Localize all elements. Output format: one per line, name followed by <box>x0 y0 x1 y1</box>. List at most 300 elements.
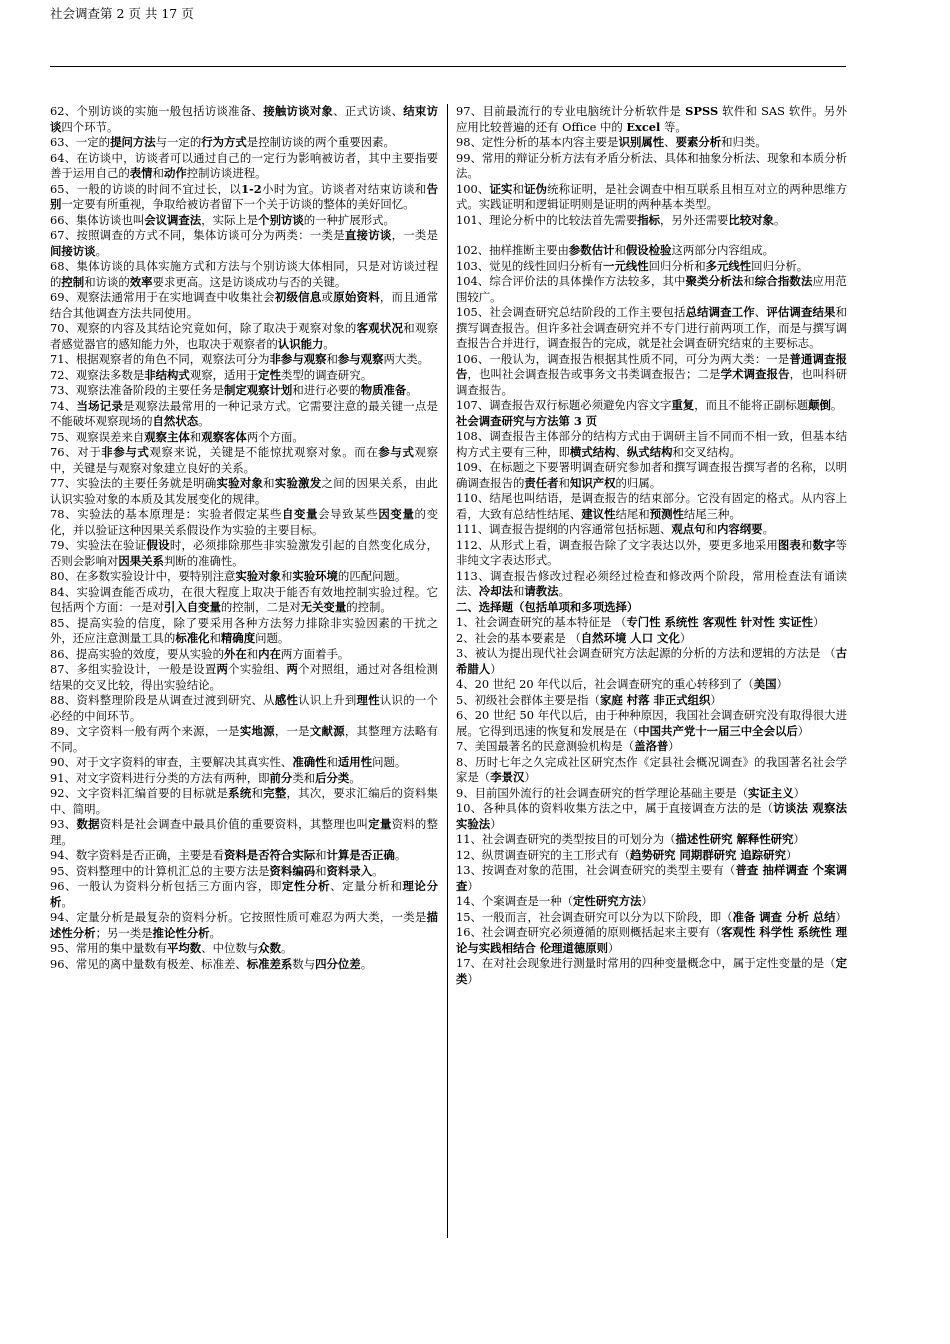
bold-answer: 个别访谈 <box>258 212 304 227</box>
list-item <box>456 755 847 786</box>
bold-answer: 观察主体 <box>144 429 190 444</box>
item-text: 。 <box>280 941 293 955</box>
item-text: 。 <box>198 414 210 428</box>
item-text: 等。 <box>660 119 687 134</box>
item-text: 87、多组实验设计，一般是设置 <box>50 662 217 676</box>
bold-answer: 物质准备 <box>360 383 407 397</box>
list-item <box>50 321 438 352</box>
list-item <box>50 786 438 817</box>
bold-answer: 非参与式 <box>101 445 150 459</box>
item-text: 或 <box>321 290 334 304</box>
item-text: 时，必须排除那些非实验激发引起的自然变化成分，否则会影响对 <box>50 538 438 568</box>
bold-answer: 观点句 <box>671 522 706 536</box>
bold-answer: 会议调查法 <box>144 212 202 227</box>
bold-answer: 指标 <box>637 212 661 227</box>
bold-answer: 总结调查工作 <box>685 305 755 319</box>
list-item <box>50 430 438 446</box>
left-column <box>50 104 438 972</box>
bold-answer: 参与式 <box>378 445 415 459</box>
bold-answer: 原始资料 <box>333 290 380 304</box>
item-text: 68、集体访谈的具体实施方式和方法与个别访谈大体相同，只是对访谈过程的 <box>50 259 438 289</box>
list-item <box>50 662 438 693</box>
list-item <box>456 863 847 894</box>
item-text: 统称证明，是社会调查中相互联系且相互对立的两种思维方式。实践证明和逻辑证明则是证明的两种基本类型。 <box>456 181 847 211</box>
bold-answer: 两 <box>286 662 299 676</box>
item-text: ，另外还需要 <box>660 212 729 227</box>
list-item <box>50 476 438 507</box>
bold-answer: 普查 抽样调查 个案调查 <box>456 863 848 893</box>
item-text: 的一种扩展形式。 <box>303 212 395 227</box>
item-text: 6、20 世纪 50 年代以后，由于种种原因，我国社会调查研究没有取得很大进展。它得到迅速的恢复和发展是在（ <box>456 708 847 738</box>
item-text: 和 <box>326 352 338 366</box>
list-item <box>50 941 438 957</box>
bold-answer: 证伪 <box>524 181 548 196</box>
item-text: 个实验组、 <box>228 662 287 676</box>
bold-answer: 定性研究方法 <box>573 894 642 908</box>
item-text: 观察中，关键是与观察对象建立良好的关系。 <box>50 445 438 475</box>
item-text: 、正式访谈、 <box>333 104 404 118</box>
item-text: ） <box>776 677 788 691</box>
item-text: 的归属。 <box>615 475 662 490</box>
bold-answer: 标准差系 <box>246 956 293 971</box>
bold-answer: 资料编码 <box>269 863 316 878</box>
bold-answer: 实验对象 <box>235 569 281 583</box>
item-text: 97、目前最流行的专业电脑统计分析软件是 <box>456 104 686 118</box>
item-text: 。 <box>830 398 843 412</box>
list-item <box>50 445 438 476</box>
item-text: 15、一般而言，社会调查研究可以分为以下阶段，即（ <box>456 909 733 924</box>
item-text: 73、观察法准备阶段的主要任务是 <box>50 383 224 397</box>
bold-answer: 效率 <box>129 274 153 289</box>
bold-answer: 引入自变量 <box>163 600 221 614</box>
list-item <box>50 259 438 290</box>
bold-answer: 颠倒 <box>808 398 831 412</box>
item-text: ） <box>467 971 479 986</box>
item-text: 95、资料整理中的计算机汇总的主要方法是 <box>50 863 270 878</box>
list-item <box>50 290 438 321</box>
bold-answer: 一元线性 <box>603 258 649 273</box>
item-text: 17、在对社会现象进行测量时常用的四种变量概念中，属于定性变量的是（ <box>456 956 836 970</box>
list-item <box>456 894 847 910</box>
item-text: 是观察法最常用的一种记录方式。它需要注意的最关键一点是不能破坏观察现场的 <box>50 398 438 428</box>
list-item <box>456 522 847 538</box>
item-text: 96、常见的离中量数有极差、标准差、 <box>50 956 247 971</box>
item-text: 之间的因果关系，由此认识实验对象的本质及其发展变化的规律。 <box>50 476 438 506</box>
bold-answer: 因变量 <box>378 507 415 521</box>
bold-answer: 描述性研究 解释性研究 <box>675 832 794 846</box>
item-text: 的控制。 <box>346 600 392 614</box>
item-text: 110、结尾也叫结语，是调查报告的结束部分。它没有固定的格式。从内容上看，大致有总结性结尾、 <box>456 491 847 521</box>
list-item <box>50 368 438 384</box>
item-text: 控制访谈进程。 <box>186 166 267 180</box>
item-text: 和 <box>209 631 221 645</box>
item-text: 四个环节。 <box>61 119 119 134</box>
item-text: 类型的调查研究。 <box>280 367 373 382</box>
item-text: 101、理论分析中的比较法首先需要 <box>456 212 638 227</box>
item-text: 和 <box>326 755 338 769</box>
list-item <box>456 429 847 460</box>
item-text: 65、一般的访谈的时间不宜过长，以 <box>50 181 242 196</box>
item-text: ） <box>835 909 847 924</box>
list-item <box>50 104 438 135</box>
item-text: 和 <box>189 429 202 444</box>
bold-answer: 二、选择题（包括单项和多项选择） <box>456 599 639 614</box>
bold-answer: 计算是否正确 <box>326 848 395 862</box>
bold-answer: 内在 <box>258 646 281 661</box>
item-text: ，也叫科研调查报告。 <box>456 367 847 397</box>
item-text: 结尾和 <box>615 506 650 521</box>
bold-answer: 精确度 <box>220 631 256 645</box>
bold-answer: 古希腊人 <box>456 646 847 676</box>
list-item <box>50 647 438 663</box>
item-text: 99、常用的辩证分析方法有矛盾分析法、具体和抽象分析法、现象和本质分析法。 <box>456 150 847 180</box>
item-text: 问题。 <box>255 631 290 645</box>
bold-answer: 前分 <box>269 770 293 785</box>
bold-answer: 自然状态 <box>152 414 199 428</box>
bold-answer: 外在 <box>223 646 247 661</box>
bold-answer: 告别 <box>50 181 438 211</box>
item-text: ） <box>608 940 620 955</box>
list-item <box>50 771 438 787</box>
item-text: 问题。 <box>372 755 407 769</box>
list-item <box>456 305 847 352</box>
item-text: 96、一般认为资料分析包括三方面内容，即 <box>50 879 282 893</box>
item-text: 。 <box>558 584 570 598</box>
bold-answer: 访谈法 观察法 实验法 <box>456 801 848 831</box>
item-text: 回归分析和 <box>648 258 706 273</box>
item-text: ，其次，要求汇编后的资料集中、简明。 <box>50 786 438 816</box>
bold-answer: 理性 <box>356 693 380 707</box>
item-text: 92、文字资料汇编首要的目标就是 <box>50 786 229 800</box>
list-item <box>456 646 847 677</box>
item-text: 和 <box>280 569 293 583</box>
item-text: 和 <box>705 522 717 536</box>
bold-answer: 多元线性 <box>705 258 752 273</box>
list-item <box>456 569 847 600</box>
bold-answer: 客观性 科学性 系统性 理论与实践相结合 伦理道德原则 <box>456 925 847 955</box>
item-text: 和 <box>315 863 327 878</box>
item-text: 13、按调查对象的范围，社会调查研究的类型主要有（ <box>456 863 736 877</box>
item-text: 应用范围较广。 <box>456 274 847 304</box>
item-text: 102、抽样推断主要由 <box>456 243 569 257</box>
item-text: 111、调查报告提纲的内容通常包括标题、 <box>456 522 672 536</box>
bold-answer: 资料是否符合实际 <box>223 848 316 862</box>
bold-answer: 中国共产党十一届三中全会以后 <box>638 723 798 738</box>
item-text: 76、对于 <box>50 445 102 459</box>
item-text: 和 <box>558 475 570 490</box>
item-text: ） <box>641 894 653 908</box>
item-text: ） <box>467 878 479 893</box>
item-text: 是控制访谈的两个重要因素。 <box>246 135 395 149</box>
item-text: 107、调查报告双行标题必须避免内容文字 <box>456 398 672 412</box>
item-text: ，实际上是 <box>201 212 259 227</box>
item-text: 2、社会的基本要素是 （ <box>456 630 581 645</box>
list-item <box>50 755 438 771</box>
item-text: 70、观察的内容及其结论究竟如何，除了取决于观察对象的 <box>50 321 357 335</box>
item-text: 认识的一个必经的中间环节。 <box>50 693 438 723</box>
item-text: 两大类。 <box>383 352 430 366</box>
bold-answer: 理论分析 <box>50 879 438 909</box>
bold-answer: 比较对象 <box>728 212 774 227</box>
item-text: 和 <box>315 848 327 862</box>
bold-answer: 后分类 <box>315 770 350 785</box>
item-text: 观察来说，关键是不能惊扰观察对象。而在 <box>149 445 379 459</box>
item-text: 。 <box>406 383 418 397</box>
list-item <box>456 677 847 693</box>
list-item <box>50 135 438 151</box>
item-text: 和进行必要的 <box>292 383 361 397</box>
bold-answer: 重复 <box>671 398 695 412</box>
item-text: 一定要有所重视，争取给被访者留下一个关于访谈的整体的美好回忆。 <box>61 197 415 211</box>
bold-answer: 假设检验 <box>625 243 672 257</box>
item-text: 。 <box>394 848 407 862</box>
item-text: 86、提高实验的效度，要从实验的 <box>50 646 224 661</box>
item-text: 软件和 SAS 软件。另外应用比较普遍的还有 Office 中的 <box>456 104 847 134</box>
item-text: 的匹配问题。 <box>337 569 407 583</box>
item-text: 104、综合评价法的具体操作方法较多，其中 <box>456 274 686 288</box>
item-text: 。 <box>209 925 221 940</box>
bold-answer: 实验激发 <box>274 476 322 490</box>
bold-answer: 非结构式 <box>144 367 190 382</box>
item-text: 回归分析。 <box>751 258 809 273</box>
item-text: 12、纵贯调查研究的主工形式有（ <box>456 847 630 862</box>
bold-answer: 结束访谈 <box>50 104 438 134</box>
item-text: 67、按照调查的方式不同，集体访谈可分为两类：一类是 <box>50 228 345 242</box>
item-text: 、 <box>754 305 767 319</box>
bold-answer: 冷却法 <box>478 584 513 598</box>
bold-answer: 平均数 <box>167 941 202 955</box>
item-text: 小时为宜。访谈者对结束访谈和 <box>261 181 427 196</box>
bold-answer: 定性 <box>258 367 281 382</box>
bold-answer: 众数 <box>258 941 281 955</box>
bold-answer: 接触访谈对象 <box>263 104 334 118</box>
item-text: 。 <box>323 336 335 351</box>
list-item <box>456 151 847 182</box>
list-item <box>50 910 438 941</box>
list-item <box>456 801 847 832</box>
item-text: 个对照组，通过对各组检测结果的交叉比较，得出实验结论。 <box>50 662 438 692</box>
list-item <box>50 585 438 616</box>
bold-answer: 四分位差 <box>315 956 361 971</box>
item-text: 的控制，二是对 <box>220 600 301 614</box>
bold-answer: 横式结构 <box>569 444 616 459</box>
bold-answer: 提问方法 <box>110 135 156 149</box>
item-text: ，也叫社会调查报告或事务文书类调查报告；二是 <box>467 367 721 381</box>
bold-answer: 定类 <box>456 956 847 986</box>
item-text: 62、个别访谈的实施一般包括访谈准备、 <box>50 104 264 118</box>
item-text: 、 <box>664 135 676 149</box>
list-item <box>456 274 847 305</box>
bold-answer: 社会调查研究与方法第 3 页 <box>456 413 598 428</box>
bold-answer: 非参与观察 <box>269 352 327 366</box>
bold-answer: 综合指数法 <box>754 274 813 288</box>
bold-answer: 要素分析 <box>675 135 722 149</box>
bold-answer: 内容纲要 <box>716 522 763 536</box>
list-item <box>50 879 438 910</box>
bold-answer: 责任者 <box>524 475 559 490</box>
item-text: 。 <box>762 522 774 536</box>
bold-answer: 准备 调查 分析 总结 <box>732 909 836 924</box>
right-column <box>456 104 847 987</box>
item-text: 资料的整理。 <box>50 817 438 847</box>
item-text: 88、资料整理阶段是从调查过渡到研究、从 <box>50 693 275 707</box>
item-text: 两方面着手。 <box>280 646 350 661</box>
item-text: 95、常用的集中量数有 <box>50 941 168 955</box>
bold-answer: 观察客体 <box>201 429 247 444</box>
bold-answer: 初级信息 <box>274 290 322 304</box>
item-text: 14、个案调查是一种（ <box>456 894 574 908</box>
bold-answer: 假设 <box>146 538 170 552</box>
item-text: 8、历时七年之久完成社区研究杰作《定县社会概况调查》的我国著名社会学家是（ <box>456 754 847 784</box>
list-item <box>456 848 847 864</box>
list-item <box>50 507 438 538</box>
list-item <box>456 708 847 739</box>
list-item <box>456 460 847 491</box>
item-text: 112、从形式上看，调查报告除了文字表达以外，要更多地采用 <box>456 537 778 552</box>
item-text: 。 <box>360 956 373 971</box>
item-text: 93、 <box>50 817 77 831</box>
bold-answer: 证实 <box>489 181 513 196</box>
item-text: ，一类是 <box>391 228 438 242</box>
item-text: 判断的准确性。 <box>163 553 244 568</box>
bold-answer: 实验对象 <box>216 476 264 490</box>
bold-answer: 识别属性 <box>618 135 665 149</box>
item-text: 。 <box>61 894 73 909</box>
item-text: 和 <box>246 646 259 661</box>
list-item <box>50 864 438 880</box>
item-text: ） <box>490 661 502 676</box>
bold-answer: 参与观察 <box>337 352 384 366</box>
bold-answer: 参数估计 <box>568 243 615 257</box>
bold-answer: 定量 <box>368 817 392 831</box>
bold-answer: 系统 <box>228 786 252 800</box>
list-item <box>456 739 847 755</box>
bold-answer: 客观状况 <box>356 321 404 335</box>
header-rule <box>50 66 846 67</box>
bold-answer: 定性分析 <box>282 879 331 893</box>
list-item <box>456 259 847 275</box>
item-text: 要求更高。这是访谈成功与否的关键。 <box>152 274 347 289</box>
item-text: 66、集体访谈也叫 <box>50 212 145 227</box>
bold-answer: 标准化 <box>175 631 210 645</box>
item-text: 、 <box>615 444 627 459</box>
item-text: 类和 <box>292 770 316 785</box>
bold-answer: 描述性分析 <box>50 910 438 940</box>
bold-answer: 自然环境 人口 文化 <box>580 630 680 645</box>
item-text: 63、一定的 <box>50 135 111 149</box>
item-text: 会导致某些 <box>318 507 379 521</box>
bold-answer: 完整 <box>263 786 287 800</box>
item-text: ，而且通常结合其他调查方法共同使用。 <box>50 290 438 320</box>
item-text: ） <box>813 615 825 629</box>
list-item <box>50 616 438 647</box>
bold-answer: SPSS <box>685 104 719 118</box>
bold-answer: 行为方式 <box>201 135 247 149</box>
item-text: 5、初级社会群体主要是指（ <box>456 692 600 707</box>
item-text: 91、对文字资料进行分类的方法有两种，即 <box>50 770 270 785</box>
bold-answer: 请教法 <box>524 584 559 598</box>
item-text: 85、提高实验的信度，除了要采用各种方法努力排除非实验因素的干扰之外，还应注意测量工具的 <box>50 615 438 645</box>
bold-answer: 两 <box>216 662 229 676</box>
item-text: 。 <box>95 243 107 258</box>
list-item <box>50 182 438 213</box>
list-item <box>456 243 847 259</box>
list-item <box>456 538 847 569</box>
item-text: 和 <box>263 476 275 490</box>
item-text: 这两部分内容组成。 <box>671 243 774 257</box>
bold-answer: 感性 <box>274 693 299 707</box>
list-item <box>456 182 847 213</box>
item-text: 74、 <box>50 398 77 413</box>
item-text: 72、观察法多数是 <box>50 367 145 382</box>
bold-answer: 当场记录 <box>76 398 124 413</box>
bold-answer: 普通调查报告 <box>456 351 847 381</box>
list-item <box>456 491 847 522</box>
item-text: ） <box>793 832 805 846</box>
item-text: ；另一类是 <box>95 925 153 940</box>
item-text: 、定量分析和 <box>330 879 403 893</box>
bold-answer: 实证主义 <box>748 785 794 800</box>
item-text: 3、被认为提出现代社会调查研究方法起源的分析的方法和逻辑的方法是 （ <box>456 646 836 660</box>
item-text: 108、调查报告主体部分的结构方式由于调研主旨不同而不相一致，但基本结构方式主要有三种，即 <box>456 429 847 459</box>
list-item <box>456 925 847 956</box>
item-text: 79、实验法在验证 <box>50 538 147 552</box>
bold-answer: 美国 <box>753 677 777 691</box>
item-text: 和 <box>800 537 813 552</box>
bold-answer: 认识能力 <box>277 336 324 351</box>
list-item <box>456 213 847 229</box>
list-item <box>50 352 438 368</box>
item-text: 71、根据观察者的角色不同，观察法可分为 <box>50 352 270 366</box>
item-text: 94、数字资料是否正确，主要是看 <box>50 848 224 862</box>
item-text: 和 <box>152 166 164 180</box>
item-text: 和交叉结构。 <box>672 444 741 459</box>
item-text: 109、在标题之下要署明调查研究参加者和撰写调查报告撰写者的名称，以明确调查报告的 <box>456 460 847 490</box>
bold-answer: 间接访谈 <box>50 243 96 258</box>
item-text: ） <box>490 816 502 831</box>
item-text: 64、在访谈中，访谈者可以通过自己的一定行为影响被访者，其中主要指要善于运用自己的 <box>50 150 438 180</box>
bold-answer: 数字 <box>812 537 836 552</box>
item-text: 11、社会调查研究的类型按目的可划分为（ <box>456 832 676 846</box>
item-text: ） <box>679 630 692 645</box>
item-text: 78、实验法的基本原理是：实验者假定某些 <box>50 507 282 521</box>
item-text: 84、实验调查能否成功，在很大程度上取决于能否有效地控制实验过程。它包括两个方面：一是对 <box>50 584 438 614</box>
item-text: 7、美国最著名的民意测验机构是（ <box>456 739 635 753</box>
item-text: 资料是社会调查中最具价值的重要资料，其整理也叫 <box>99 817 369 831</box>
item-text: 105、社会调查研究总结阶段的工作主要包括 <box>456 305 686 319</box>
item-text: 和 <box>512 584 525 598</box>
list-item <box>456 832 847 848</box>
item-text: 和撰写调查报告。但许多社会调查研究并不专门进行前两项工作，而是与撰写调查报告合并进行，调查报告的完成，就是社会调查研究结束的主要标志。 <box>456 305 847 350</box>
item-text: 、中位数与 <box>201 941 259 955</box>
list-item <box>456 693 847 709</box>
item-text: 和 <box>743 274 755 288</box>
bold-answer: 表情 <box>129 166 153 180</box>
list-item <box>456 910 847 926</box>
item-text: 认识上升到 <box>298 693 357 707</box>
list-item <box>456 398 847 414</box>
list-item <box>50 957 438 973</box>
list-item <box>50 569 438 585</box>
item-text: ） <box>785 847 798 862</box>
bold-answer: 准确性 <box>292 755 327 769</box>
list-item <box>50 399 438 430</box>
item-text: 100、 <box>456 181 490 196</box>
list-item <box>456 615 847 631</box>
bold-answer: 直接访谈 <box>344 228 392 242</box>
item-text: 77、实验法的主要任务就是明确 <box>50 476 217 490</box>
item-text: 9、目前国外流行的社会调查研究的哲学理论基础主要是（ <box>456 785 749 800</box>
